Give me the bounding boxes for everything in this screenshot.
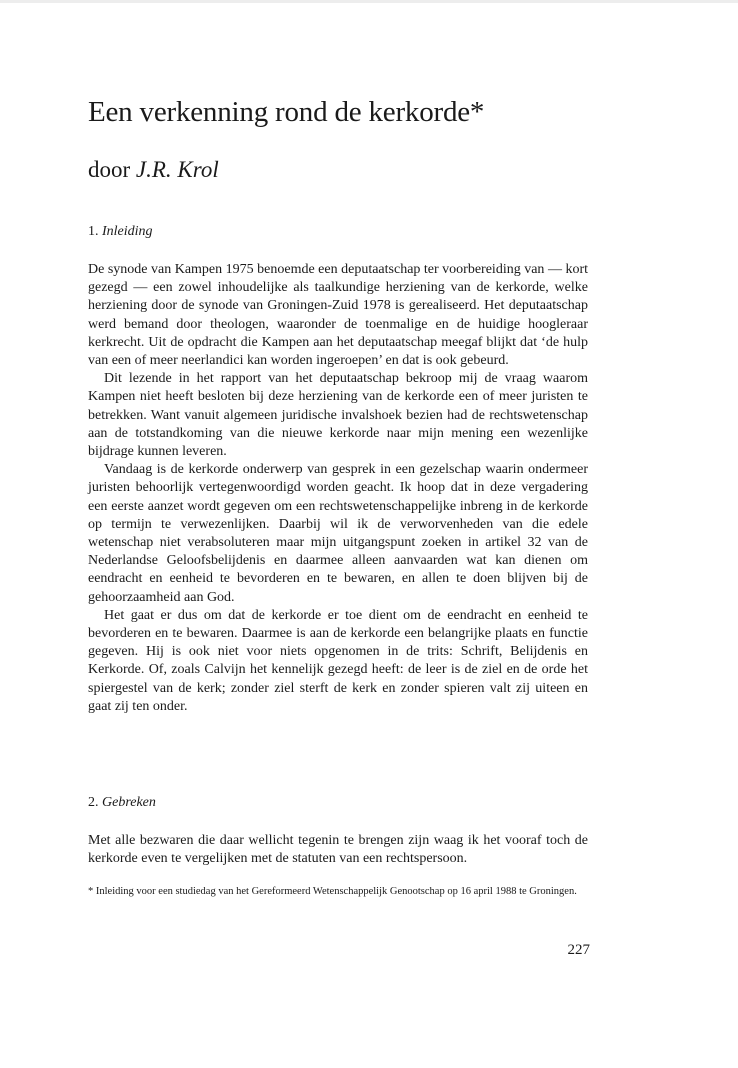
paragraph: Met alle bezwaren die daar wellicht tegenin te brengen zijn waag ik het vooraf toch de kerkorde even te vergelijken met de statuten van een rechtspersoon. bbox=[88, 833, 588, 867]
top-edge-line bbox=[0, 0, 738, 3]
section-number: 2. bbox=[88, 795, 99, 810]
author-line bbox=[88, 157, 219, 183]
paragraph: Het gaat er dus om dat de kerkorde er toe dient om de eendracht en eenheid te bevorderen en te bewaren. Daarmee is aan de kerkorde een belangrijke plaats en functie gegeven. Hij is ook niet voor niets opgenomen in de trits: Schrift, Belijdenis en Kerkorde. Of, zoals Calvijn het kennelijk gezegd heeft: de leer is de ziel en de orde het spiergestel van de kerk; zonder ziel sterft de kerk en zonder spieren valt zij uiteen en gaat zij ten onder. bbox=[88, 607, 588, 714]
author-prefix: door bbox=[88, 157, 131, 182]
paragraph: Dit lezende in het rapport van het deputaatschap bekroop mij de vraag waarom Kampen niet heeft besloten bij deze herziening van de kerkorde een of meer juristen te betrekken. Want vanuit algemeen juridische invalshoek bezien had de rechtswetenschap aan de totstandkoming van die nieuwe kerkorde naar mijn mening een wezenlijke bijdrage kunnen leveren. bbox=[88, 371, 588, 460]
section-title: Inleiding bbox=[102, 224, 153, 239]
page-number: 227 bbox=[567, 942, 590, 958]
section-title: Gebreken bbox=[102, 795, 156, 810]
section-body-gebreken bbox=[88, 832, 588, 868]
paragraph: De synode van Kampen 1975 benoemde een deputaatschap ter voorbereiding van — kort gezegd — een zowel inhoudelijke als taalkundige herziening van de kerkorde, welke herziening door de synode van Groningen-Zuid 1978 is gerealiseerd. Het deputaatschap werd bemand door theologen, waaronder de toenmalige en de huidige hoogleraar kerkrecht. Uit de opdracht die Kampen aan het deputaatschap meegaf blijkt dat ‘de hulp van een of meer neerlandici kan worden ingeroepen’ en dat is ook gebeurd. bbox=[88, 262, 588, 369]
section-heading-inleiding bbox=[88, 224, 153, 240]
section-number: 1. bbox=[88, 224, 99, 239]
paragraph: Vandaag is de kerkorde onderwerp van gesprek in een gezelschap waarin ondermeer juristen behoorlijk vertegenwoordigd worden geacht. Ik hoop dat in deze vergadering een eerste aanzet wordt gegeven om een rechtswetenschappelijke inbreng in de kerkorde op termijn te verwezenlijken. Daarbij wil ik de verworvenheden van die edele wetenschap niet verabsoluteren maar mijn uitgangspunt zoeken in artikel 32 van de Nederlandse Geloofsbelijdenis en daarmee alleen aanvaarden wat kan dienen om eendracht en eenheid te bevorderen en te bewaren, en allen te doen blijven bij de gehoorzaamheid aan God. bbox=[88, 462, 588, 605]
footnote: * Inleiding voor een studiedag van het Gereformeerd Wetenschappelijk Genootschap op 16 april 1988 te Groningen. bbox=[88, 886, 577, 897]
article-title: Een verkenning rond de kerkorde* bbox=[88, 96, 485, 128]
section-heading-gebreken bbox=[88, 795, 156, 811]
author-name: J.R. Krol bbox=[135, 157, 219, 182]
section-body-inleiding bbox=[88, 261, 588, 716]
